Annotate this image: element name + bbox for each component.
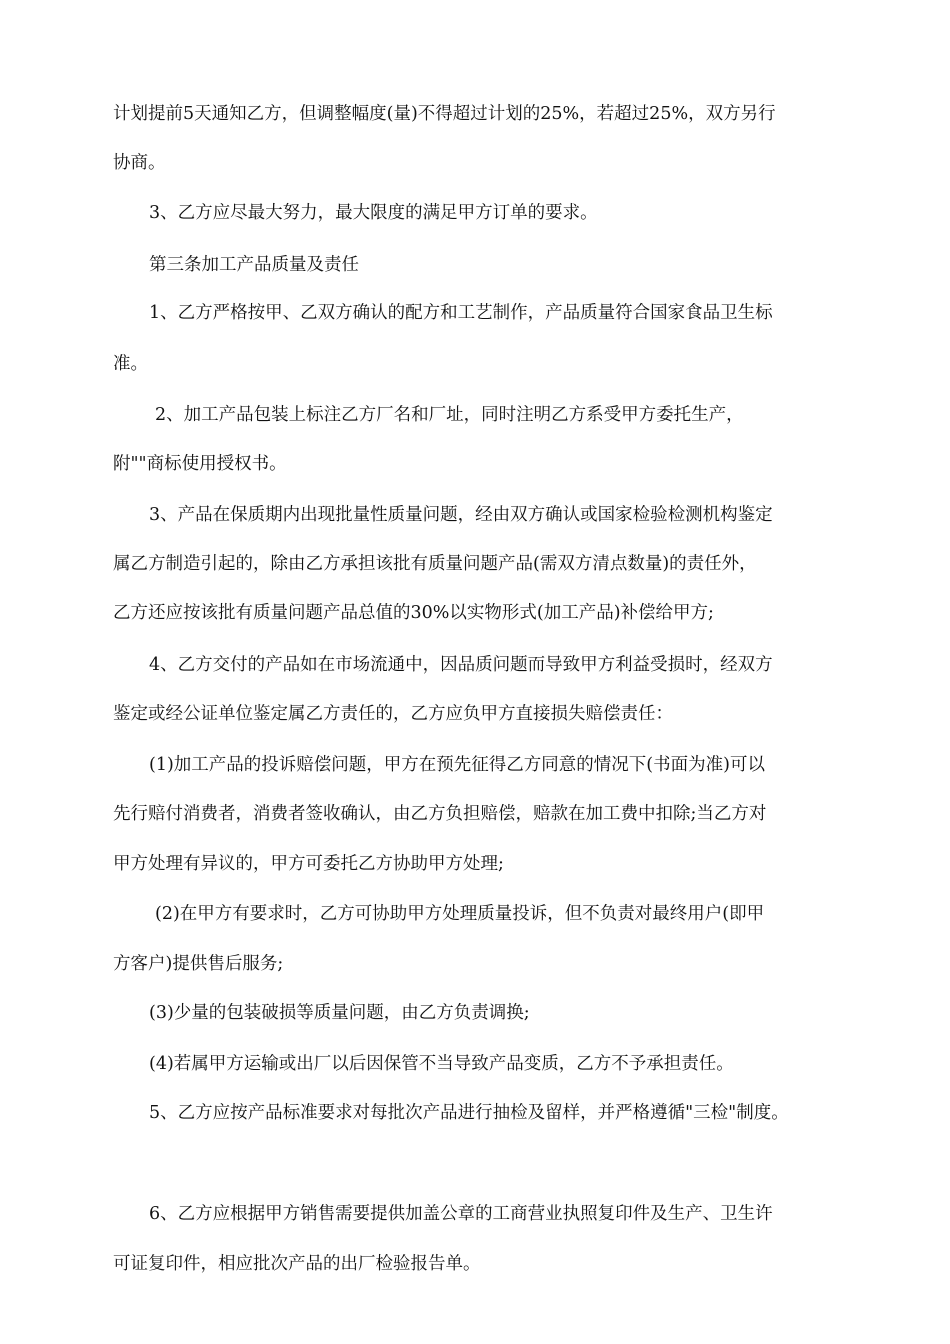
text-line bbox=[0, 298, 950, 328]
text-line bbox=[0, 99, 950, 129]
line-text: (4)若属甲方运输或出厂以后因保管不当导致产品变质，乙方不予承担责任。 bbox=[149, 1054, 734, 1074]
text-line bbox=[0, 1199, 950, 1229]
text-line bbox=[0, 598, 950, 628]
line-text: 准。 bbox=[113, 354, 148, 374]
text-line bbox=[0, 949, 950, 979]
text-line bbox=[0, 899, 950, 929]
line-text: 3、产品在保质期内出现批量性质量问题，经由双方确认或国家检验检测机构鉴定 bbox=[149, 505, 773, 525]
text-line bbox=[0, 998, 950, 1028]
line-text: 计划提前5天通知乙方，但调整幅度(量)不得超过计划的25%，若超过25%，双方另行 bbox=[113, 104, 776, 124]
line-text: 甲方处理有异议的，甲方可委托乙方协助甲方处理; bbox=[113, 854, 504, 874]
line-text: 3、乙方应尽最大努力，最大限度的满足甲方订单的要求。 bbox=[149, 203, 598, 223]
text-line bbox=[0, 500, 950, 530]
line-text: 属乙方制造引起的，除由乙方承担该批有质量问题产品(需双方清点数量)的责任外， bbox=[113, 554, 757, 574]
line-text: 乙方还应按该批有质量问题产品总值的30%以实物形式(加工产品)补偿给甲方; bbox=[113, 603, 714, 623]
text-line bbox=[0, 750, 950, 780]
line-text: 方客户)提供售后服务; bbox=[113, 954, 284, 974]
line-text: 先行赔付消费者，消费者签收确认，由乙方负担赔偿，赔款在加工费中扣除;当乙方对 bbox=[113, 804, 767, 824]
text-line bbox=[0, 148, 950, 178]
line-text: 1、乙方严格按甲、乙双方确认的配方和工艺制作，产品质量符合国家食品卫生标 bbox=[149, 303, 773, 323]
text-line bbox=[0, 349, 950, 379]
line-text: 6、乙方应根据甲方销售需要提供加盖公章的工商营业执照复印件及生产、卫生许 bbox=[149, 1204, 773, 1224]
text-line bbox=[0, 549, 950, 579]
line-text: 4、乙方交付的产品如在市场流通中，因品质问题而导致甲方利益受损时，经双方 bbox=[149, 655, 773, 675]
text-line bbox=[0, 650, 950, 680]
text-line bbox=[0, 1049, 950, 1079]
line-text: 可证复印件，相应批次产品的出厂检验报告单。 bbox=[113, 1254, 481, 1274]
text-line bbox=[0, 198, 950, 228]
line-text: 附""商标使用授权书。 bbox=[113, 454, 287, 474]
line-text: (3)少量的包装破损等质量问题，由乙方负责调换; bbox=[149, 1003, 530, 1023]
text-line bbox=[0, 400, 950, 430]
text-line bbox=[0, 1098, 950, 1128]
line-text: 2、加工产品包装上标注乙方厂名和厂址，同时注明乙方系受甲方委托生产， bbox=[155, 405, 744, 425]
line-text: 协商。 bbox=[113, 153, 166, 173]
text-line bbox=[0, 1249, 950, 1279]
text-line bbox=[0, 849, 950, 879]
text-line bbox=[0, 799, 950, 829]
line-text: 第三条加工产品质量及责任 bbox=[149, 255, 359, 275]
text-line bbox=[0, 699, 950, 729]
section-heading bbox=[0, 250, 950, 280]
line-text: 鉴定或经公证单位鉴定属乙方责任的，乙方应负甲方直接损失赔偿责任： bbox=[113, 704, 673, 724]
line-text: (2)在甲方有要求时，乙方可协助甲方处理质量投诉，但不负责对最终用户(即甲 bbox=[155, 904, 765, 924]
line-text: (1)加工产品的投诉赔偿问题，甲方在预先征得乙方同意的情况下(书面为准)可以 bbox=[149, 755, 765, 775]
text-line bbox=[0, 449, 950, 479]
line-text: 5、乙方应按产品标准要求对每批次产品进行抽检及留样，并严格遵循"三检"制度。 bbox=[149, 1103, 789, 1123]
